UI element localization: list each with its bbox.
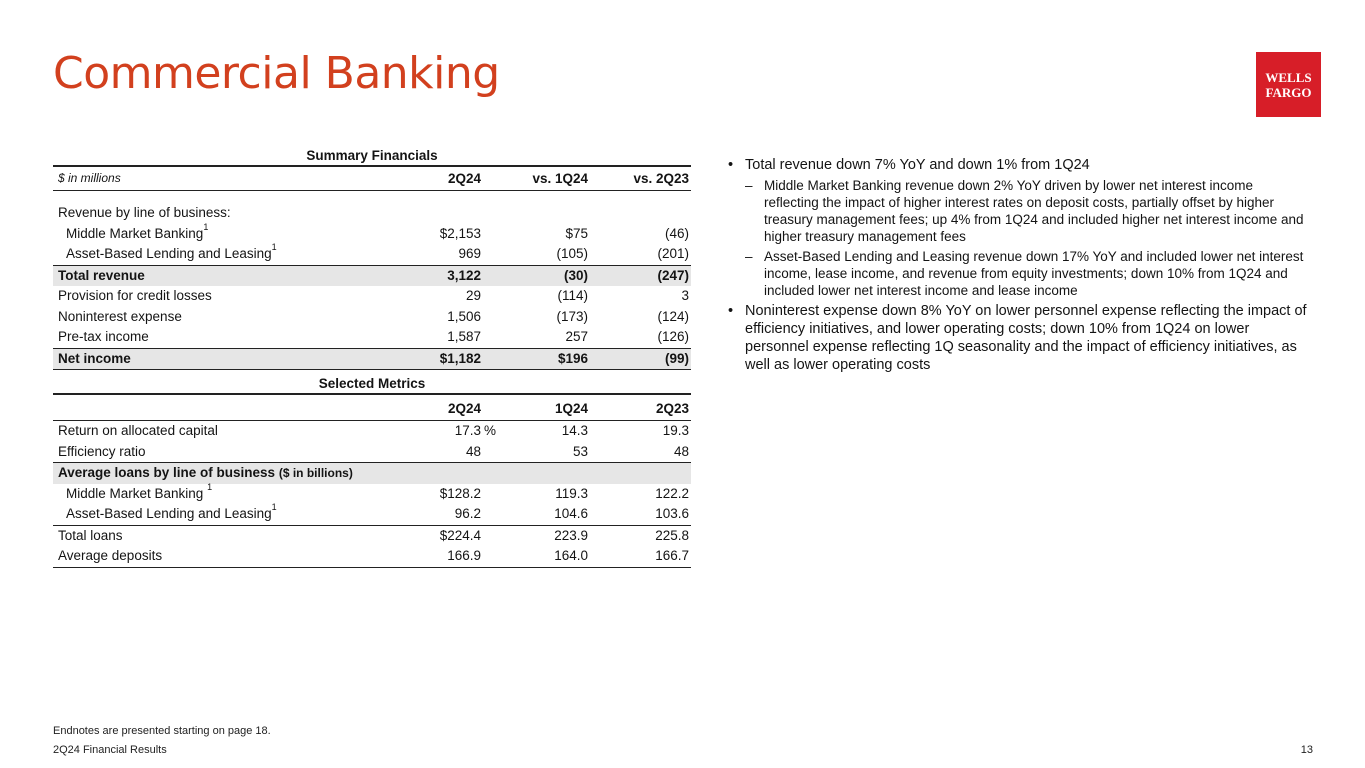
row-label: Asset-Based Lending and Leasing$^1$	[66, 502, 277, 521]
table-row	[53, 286, 691, 307]
table-row	[53, 221, 691, 245]
table-row-total-revenue	[53, 266, 691, 287]
page-number: 13	[1300, 744, 1313, 756]
summary-section-title: Summary Financials	[53, 146, 691, 167]
row-label: Asset-Based Lending and Leasing$^1$	[66, 242, 277, 261]
cell: 3	[681, 288, 689, 303]
table-row	[53, 244, 691, 266]
revenue-by-lob-label: Revenue by line of business:	[58, 205, 231, 220]
table-row	[53, 546, 691, 568]
cell: 1,587	[447, 329, 481, 344]
cell: (114)	[557, 288, 588, 303]
row-label: Noninterest expense	[58, 308, 182, 324]
cell: 166.7	[655, 548, 689, 563]
row-label: Middle Market Banking$^1$	[66, 221, 209, 241]
cell: 96.2	[454, 506, 481, 521]
cell: 103.6	[655, 506, 689, 521]
table-row	[53, 307, 691, 328]
cell: 969	[458, 246, 481, 261]
col-header-vs-1q24: vs. 1Q24	[532, 171, 588, 186]
cell: $224.4	[439, 527, 481, 543]
cell: (105)	[556, 246, 588, 261]
table-row	[53, 327, 691, 349]
col-header-2q24: 2Q24	[447, 401, 481, 416]
table-row	[53, 421, 691, 442]
cell: 166.9	[447, 548, 481, 563]
col-header-2q23: 2Q23	[655, 401, 689, 416]
cell: 48	[673, 443, 689, 459]
table-row	[53, 442, 691, 464]
logo-line-2: FARGO	[1265, 84, 1312, 100]
cell: (173)	[556, 308, 588, 324]
row-label: Middle Market Banking $^1$	[66, 481, 213, 501]
endnotes-note: Endnotes are presented starting on page 18.	[53, 725, 271, 737]
row-label: Total loans	[58, 527, 123, 543]
cell: (126)	[657, 329, 689, 344]
cell: 19.3	[662, 423, 689, 438]
document-name: 2Q24 Financial Results	[53, 744, 167, 756]
table-row-net-income	[53, 349, 691, 371]
metrics-section-title: Selected Metrics	[53, 374, 691, 395]
cell: $2,153	[439, 225, 481, 241]
cell: $75	[565, 225, 588, 241]
cell: 29	[465, 288, 481, 303]
summary-header-row	[53, 167, 691, 191]
cell: 164.0	[554, 548, 588, 563]
row-label: Return on allocated capital	[58, 423, 218, 438]
cell: (124)	[657, 308, 689, 324]
wells-fargo-logo	[1256, 52, 1321, 117]
col-header-1q24: 1Q24	[554, 401, 588, 416]
cell: 119.3	[555, 485, 588, 501]
row-label: Total revenue	[58, 267, 145, 283]
row-label: Average deposits	[58, 548, 163, 563]
cell: 3,122	[447, 267, 481, 283]
table-row	[53, 504, 691, 526]
cell: (46)	[664, 225, 689, 241]
table-row	[53, 203, 691, 224]
row-label: Average loans by line of business ($ in billions)	[58, 465, 353, 480]
logo-line-1: WELLS	[1265, 69, 1312, 85]
cell: $196	[557, 350, 588, 366]
cell: 104.6	[554, 506, 588, 521]
sub-bullet-mmb: – Middle Market Banking revenue down 2% YoY driven by lower net interest income reflecting the impact of higher interest rates on deposit costs, partially offset by higher treasury management fees; up 4% from 1Q24 and included higher net interest income and higher treasury management fees	[728, 177, 1308, 245]
cell: 14.3	[561, 423, 588, 438]
cell: 53	[572, 443, 588, 459]
row-label: Efficiency ratio	[58, 443, 146, 459]
cell: 225.8	[655, 527, 689, 543]
cell: 1,506	[447, 308, 481, 324]
metrics-header-row	[53, 397, 691, 421]
cell: (99)	[664, 350, 689, 366]
sub-bullet-abl: – Asset-Based Lending and Leasing revenue down 17% YoY and included lower net interest income, lease income, and revenue from equity investments; down 10% from 1Q24 and included lower net interest income and lease income	[728, 248, 1308, 299]
cell: $128.2	[439, 485, 481, 501]
page-title: Commercial Banking	[53, 48, 500, 99]
percent-sign: %	[483, 423, 496, 438]
cell: (201)	[657, 246, 689, 261]
bullet-total-revenue: • Total revenue down 7% YoY and down 1% from 1Q24	[728, 156, 1308, 174]
row-label: Provision for credit losses	[58, 288, 212, 303]
cell: 48	[465, 443, 481, 459]
cell: 122.2	[655, 485, 689, 501]
cell: 223.9	[554, 527, 588, 543]
cell: $1,182	[439, 350, 481, 366]
bullet-noninterest-expense: • Noninterest expense down 8% YoY on lower personnel expense reflecting the impact of efficiency initiatives, and lower operating costs; down 10% from 1Q24 on lower personnel expense reflecting 1Q seasonality and the impact of efficiency initiatives, as well as lower operating costs	[728, 302, 1308, 374]
cell: (30)	[563, 267, 588, 283]
row-label: Pre-tax income	[58, 329, 149, 344]
cell: (247)	[657, 267, 689, 283]
financials-table	[53, 146, 691, 568]
commentary-bullets	[728, 156, 1308, 377]
col-header-2q24: 2Q24	[447, 171, 481, 186]
table-row	[53, 481, 691, 505]
table-row	[53, 526, 691, 547]
row-label: Net income	[58, 350, 131, 366]
col-header-vs-2q23: vs. 2Q23	[633, 171, 689, 186]
table-row-avg-loans-header	[53, 463, 691, 484]
cell: 257	[565, 329, 588, 344]
cell: 17.3	[454, 423, 481, 438]
units-label: $ in millions	[58, 171, 121, 185]
